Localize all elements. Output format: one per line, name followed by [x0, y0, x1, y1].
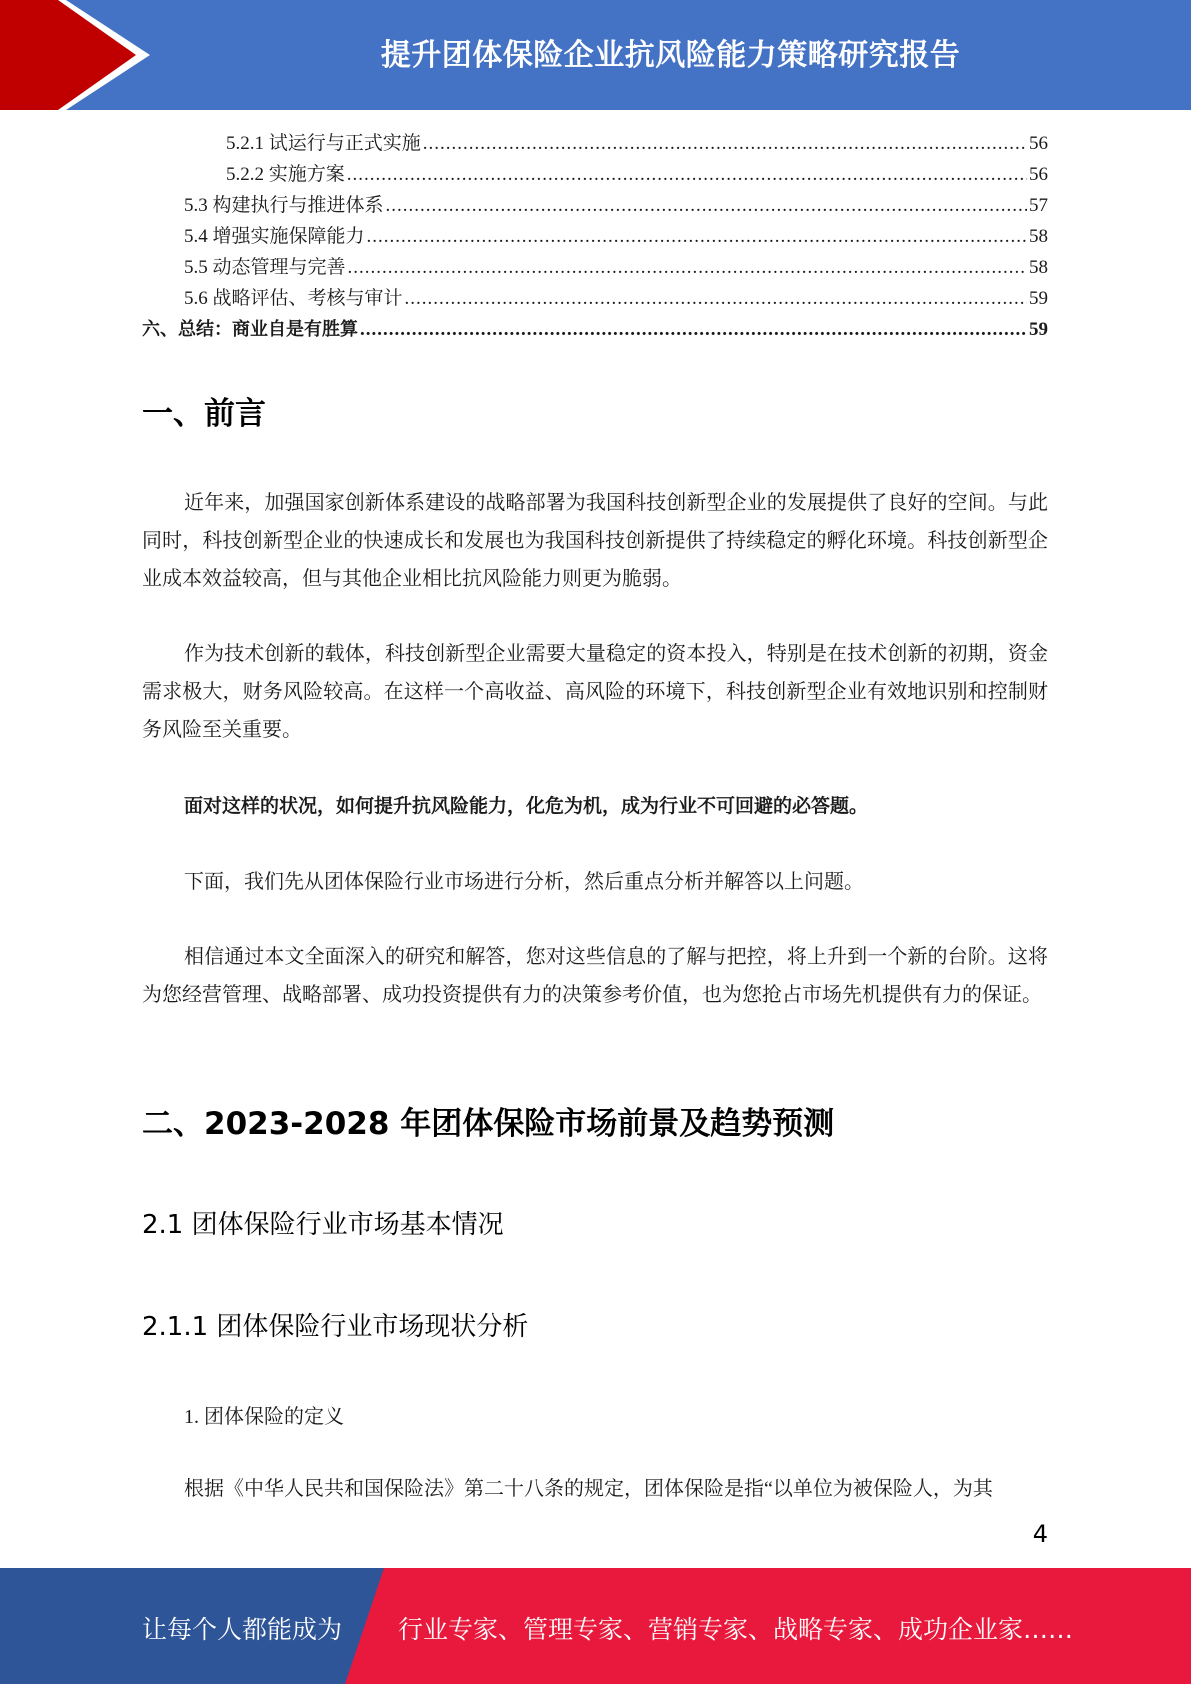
toc-entry-text: 5.5 动态管理与完善	[184, 257, 346, 278]
toc-dot-leader	[423, 128, 1027, 159]
toc-entry-text: 5.4 增强实施保障能力	[184, 226, 365, 247]
toc-entry-text: 5.3 构建执行与推进体系	[184, 195, 384, 216]
toc-dot-leader	[405, 283, 1027, 314]
list-item: 1. 团体保险的定义	[184, 1406, 344, 1428]
toc-entry[interactable]	[142, 252, 1048, 283]
toc-dot-leader	[347, 159, 1027, 190]
section-heading-preface: 一、前言	[142, 396, 266, 432]
toc-dot-leader	[348, 252, 1027, 283]
paragraph: 相信通过本文全面深入的研究和解答，您对这些信息的了解与把控，将上升到一个新的台阶。这将为您经营管理、战略部署、成功投资提供有力的决策参考价值，也为您抢占市场先机提供有力的保证。	[142, 946, 1048, 1006]
footer-slogan-left: 让每个人都能成为	[142, 1615, 343, 1644]
toc-entry-page: 57	[1029, 195, 1048, 216]
paragraph: 根据《中华人民共和国保险法》第二十八条的规定，团体保险是指“以单位为被保险人，为其	[184, 1478, 993, 1500]
paragraph: 下面，我们先从团体保险行业市场进行分析，然后重点分析并解答以上问题。	[184, 871, 864, 893]
toc-entry-text: 5.6 战略评估、考核与审计	[184, 288, 403, 309]
toc-entry-text: 六、总结：商业自是有胜算	[142, 319, 358, 340]
emphasis-paragraph: 面对这样的状况，如何提升抗风险能力，化危为机，成为行业不可回避的必答题。	[184, 795, 869, 817]
toc-entry[interactable]	[142, 221, 1048, 252]
toc-entry-text: 5.2.2 实施方案	[226, 164, 345, 185]
toc-entry-page: 59	[1029, 288, 1048, 309]
report-title: 提升团体保险企业抗风险能力策略研究报告	[380, 38, 961, 73]
chevron-logo-icon	[0, 0, 160, 110]
subsection-heading: 2.1 团体保险行业市场基本情况	[142, 1210, 504, 1240]
page-number: 4	[1032, 1520, 1048, 1548]
table-of-contents	[142, 128, 1048, 345]
toc-entry[interactable]	[142, 190, 1048, 221]
footer-slogan-right: 行业专家、管理专家、营销专家、战略专家、成功企业家……	[398, 1615, 1074, 1644]
toc-dot-leader	[360, 314, 1027, 345]
toc-entry[interactable]	[142, 283, 1048, 314]
toc-entry-page: 56	[1029, 164, 1048, 185]
toc-entry-page: 59	[1029, 319, 1048, 340]
toc-entry[interactable]	[142, 128, 1048, 159]
paragraph: 作为技术创新的载体，科技创新型企业需要大量稳定的资本投入，特别是在技术创新的初期，资金需求极大，财务风险较高。在这样一个高收益、高风险的环境下，科技创新型企业有效地识别和控制财务风险至关重要。	[142, 643, 1048, 741]
footer-banner	[0, 1568, 1191, 1684]
toc-dot-leader	[386, 190, 1027, 221]
section-heading-market: 二、2023-2028 年团体保险市场前景及趋势预测	[142, 1106, 835, 1142]
toc-dot-leader	[367, 221, 1027, 252]
header-bar	[0, 0, 1191, 110]
toc-entry-text: 5.2.1 试运行与正式实施	[226, 133, 421, 154]
toc-entry-page: 58	[1029, 257, 1048, 278]
toc-entry-page: 58	[1029, 226, 1048, 247]
subsubsection-heading: 2.1.1 团体保险行业市场现状分析	[142, 1312, 529, 1342]
toc-entry-page: 56	[1029, 133, 1048, 154]
toc-entry[interactable]	[142, 314, 1048, 345]
paragraph: 近年来，加强国家创新体系建设的战略部署为我国科技创新型企业的发展提供了良好的空间。与此同时，科技创新型企业的快速成长和发展也为我国科技创新提供了持续稳定的孵化环境。科技创新型企业成本效益较高，但与其他企业相比抗风险能力则更为脆弱。	[142, 492, 1048, 590]
toc-entry[interactable]	[142, 159, 1048, 190]
